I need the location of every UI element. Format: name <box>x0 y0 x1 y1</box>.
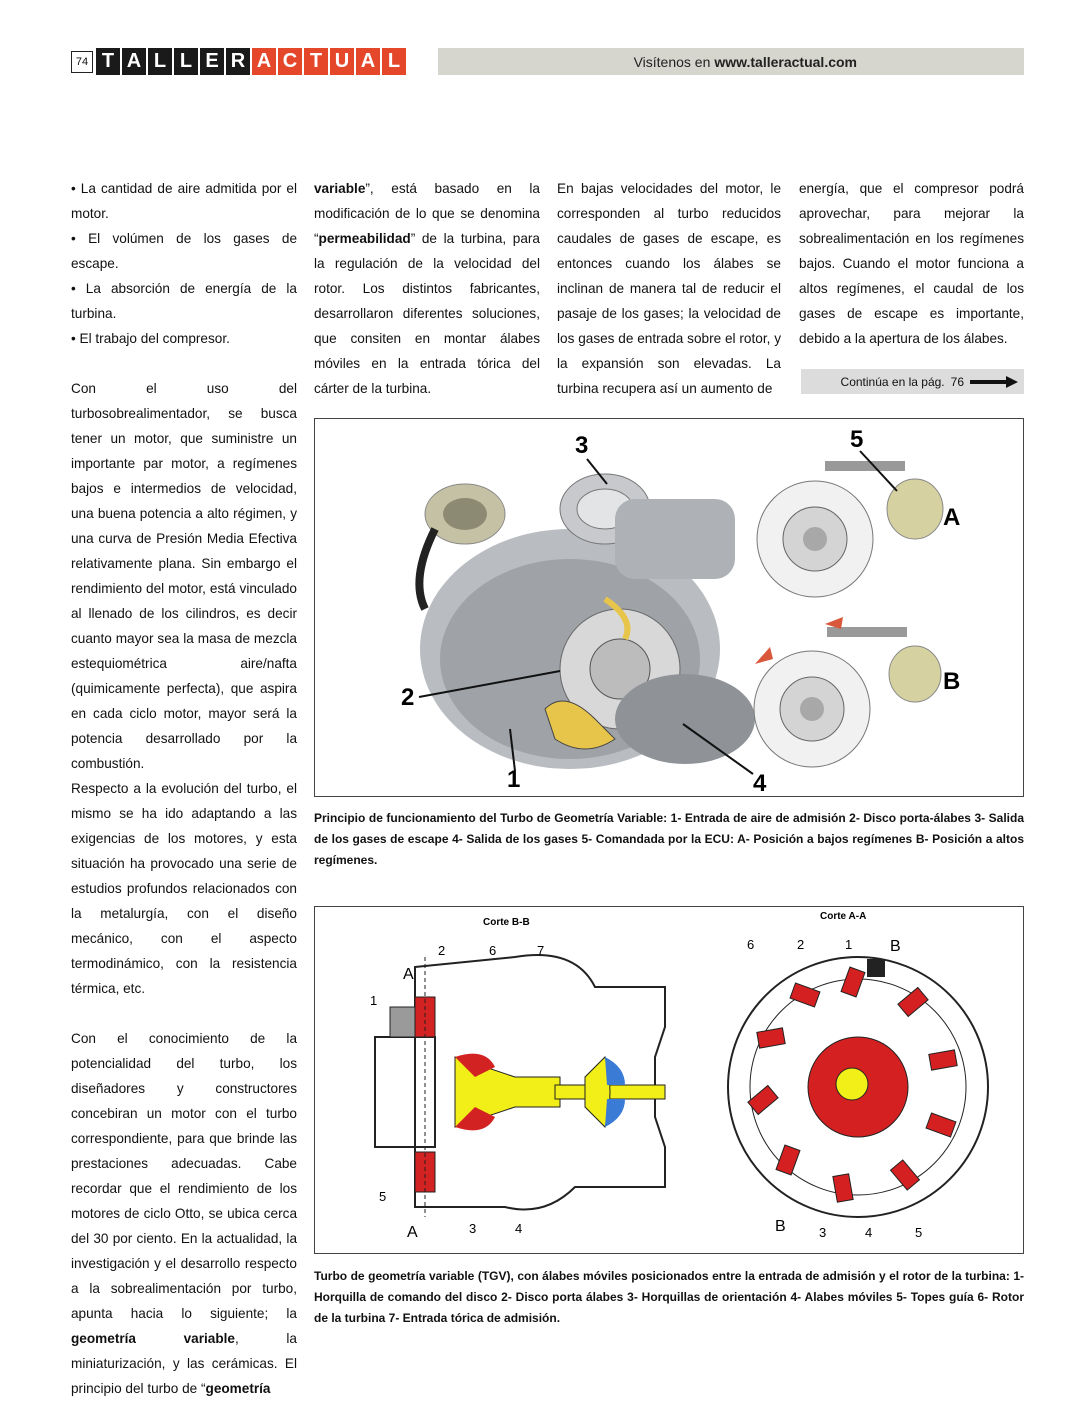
label-4: 4 <box>865 1225 873 1240</box>
label-B-top: B <box>890 938 901 955</box>
bullet-item: • La cantidad de aire admitida por el motor. <box>71 181 297 221</box>
arrow-right-icon <box>970 376 1018 388</box>
paragraph <box>71 1026 297 1401</box>
title-corte-bb: Corte B-B <box>483 917 530 928</box>
label-6: 6 <box>747 937 755 952</box>
magazine-logo <box>96 48 406 75</box>
logo-letter: U <box>330 48 354 75</box>
page-header <box>71 48 1024 75</box>
label-A-top: A <box>403 966 414 983</box>
paragraph-text: Con el conocimiento de la potencialidad del turbo, los diseñadores y constructores concebiran un motor con el turbo correspondiente, para que brinde las prestaciones adecuadas. Cabe recordar que el rendimiento de los motores de ciclo Otto, se ubica cerca del 30 por ciento. En la actualidad, la investigación y el desarrollo respecto a la sobrealimentación por turbo, apunta hacia lo siguiente; la <box>71 1031 297 1321</box>
bullet-item: • El volúmen de los gases de escape. <box>71 231 297 271</box>
paragraph: Con el uso del turbosobrealimentador, se busca tener un motor, que suministre un importante par motor, a regímenes bajos e intermedios de velocidad, una buena potencia a alto régimen, y una curva de Presión Media Efectiva relativamente plana. Sin embargo el rendimiento del motor, está vinculado al llenado de los cilindros, es decir cuanto mayor sea la masa de mezcla estequiométrica aire/nafta (quimicamente perfecta), que aspira en cada ciclo motor, mayor será la potencia desarrollado por la combustión. <box>71 381 297 771</box>
continue-reference[interactable] <box>801 369 1024 394</box>
logo-letter: A <box>122 48 146 75</box>
label-B: B <box>943 668 961 695</box>
cross-section-diagram <box>315 907 1025 1255</box>
label-4: 4 <box>753 770 767 797</box>
paragraph: energía, que el compresor podrá aprovechar, para mejorar la sobrealimentación en los regímenes bajos. Cuando el motor funciona a altos regímenes, el caudal de los gases de escape es importante, debido a la apertura de los álabes. <box>799 181 1024 346</box>
page-number: 74 <box>71 51 93 73</box>
bullet-item: • El trabajo del compresor. <box>71 331 230 346</box>
logo-letter: L <box>148 48 172 75</box>
bold-term: permeabilidad <box>318 231 411 246</box>
logo-letter: L <box>382 48 406 75</box>
text-column-4 <box>799 176 1024 351</box>
title-corte-aa: Corte A-A <box>820 911 867 922</box>
logo-letter: T <box>304 48 328 75</box>
label-3: 3 <box>819 1225 827 1240</box>
logo-letter: C <box>278 48 302 75</box>
paragraph-text: , la miniaturización, y las cerámicas. El principio del turbo de “ <box>71 1331 297 1396</box>
header-bar <box>438 48 1024 75</box>
paragraph: Respecto a la evolución del turbo, el mismo se ha ido adaptando a las exigencias de los motores, y esta situación ha provocado una serie de estudios profundos relacionados con la metalurgía, con el diseño mecánico, con el aspecto termodinámico, con la resistencia térmica, etc. <box>71 781 297 996</box>
bold-term: variable <box>314 181 366 196</box>
figure-caption: Principio de funcionamiento del Turbo de Geometría Variable: 1- Entrada de aire de admisión 2- Disco porta-álabes 3- Salida de los gases de escape 4- Salida de los gases 5- Comandada por la ECU: A- Posición a bajos regímenes B- Posición a altos regímenes. <box>314 811 1024 867</box>
logo-letter: R <box>226 48 250 75</box>
label-1: 1 <box>845 937 853 952</box>
visit-text: Visítenos en <box>633 53 711 70</box>
label-3: 3 <box>469 1221 477 1236</box>
logo-letter: A <box>252 48 276 75</box>
paragraph-text: ”, está basado en la modificación de lo que se denomina “ <box>314 181 540 246</box>
label-1: 1 <box>507 766 521 793</box>
bullet-item: • La absorción de energía de la turbina. <box>71 281 297 321</box>
label-A: A <box>943 504 961 531</box>
logo-letter: E <box>200 48 224 75</box>
label-5: 5 <box>915 1225 923 1240</box>
label-6: 6 <box>489 943 497 958</box>
figure-caption: Turbo de geometría variable (TGV), con álabes móviles posicionados entre la entrada de admisión y el rotor de la turbina: 1- Horquilla de comando del disco 2- Disco porta álabes 3- Horquillas de orientación 4- Alabes móviles 5- Topes guía 6- Rotor de la turbina 7- Entrada tórica de admisión. <box>314 1269 1024 1325</box>
label-3: 3 <box>575 432 589 459</box>
label-2: 2 <box>438 943 446 958</box>
logo-letter: T <box>96 48 120 75</box>
cross-section-figure <box>314 906 1024 1254</box>
text-column-2 <box>314 176 540 401</box>
turbo-illustration-figure <box>314 418 1024 797</box>
label-1: 1 <box>370 993 378 1008</box>
paragraph <box>314 176 540 401</box>
label-5: 5 <box>379 1189 387 1204</box>
label-2: 2 <box>797 937 805 952</box>
label-2: 2 <box>401 684 415 711</box>
site-url[interactable]: www.talleractual.com <box>714 53 857 70</box>
logo-letter: A <box>356 48 380 75</box>
text-column-1 <box>71 176 297 1401</box>
bold-term: geometría <box>205 1381 271 1396</box>
text-column-3 <box>557 176 781 401</box>
paragraph-text: ” de la turbina, para la regulación de la velocidad del rotor. Los distintos fabricantes, desarrollaron diferentes soluciones, que consiten en montar álabes móviles en la entrada tórica del cárter de la turbina. <box>314 231 540 396</box>
label-5: 5 <box>850 426 864 453</box>
paragraph: En bajas velocidades del motor, le corresponden al turbo reducidos caudales de gases de escape, es entonces cuando los álabes se inclinan de manera tal de reducir el pasaje de los gases; la velocidad de los gases de entrada sobre el rotor, y la expansión son elevadas. La turbina recupera así un aumento de <box>557 181 781 396</box>
continue-page: 76 <box>950 374 964 389</box>
continue-label: Continúa en la pág. <box>840 374 945 389</box>
label-A-bottom: A <box>407 1224 418 1241</box>
label-7: 7 <box>537 943 545 958</box>
logo-letter: L <box>174 48 198 75</box>
label-4: 4 <box>515 1221 523 1236</box>
bold-term: geometría variable <box>71 1331 235 1346</box>
label-B-bottom: B <box>775 1218 786 1235</box>
turbo-illustration <box>315 419 1025 798</box>
